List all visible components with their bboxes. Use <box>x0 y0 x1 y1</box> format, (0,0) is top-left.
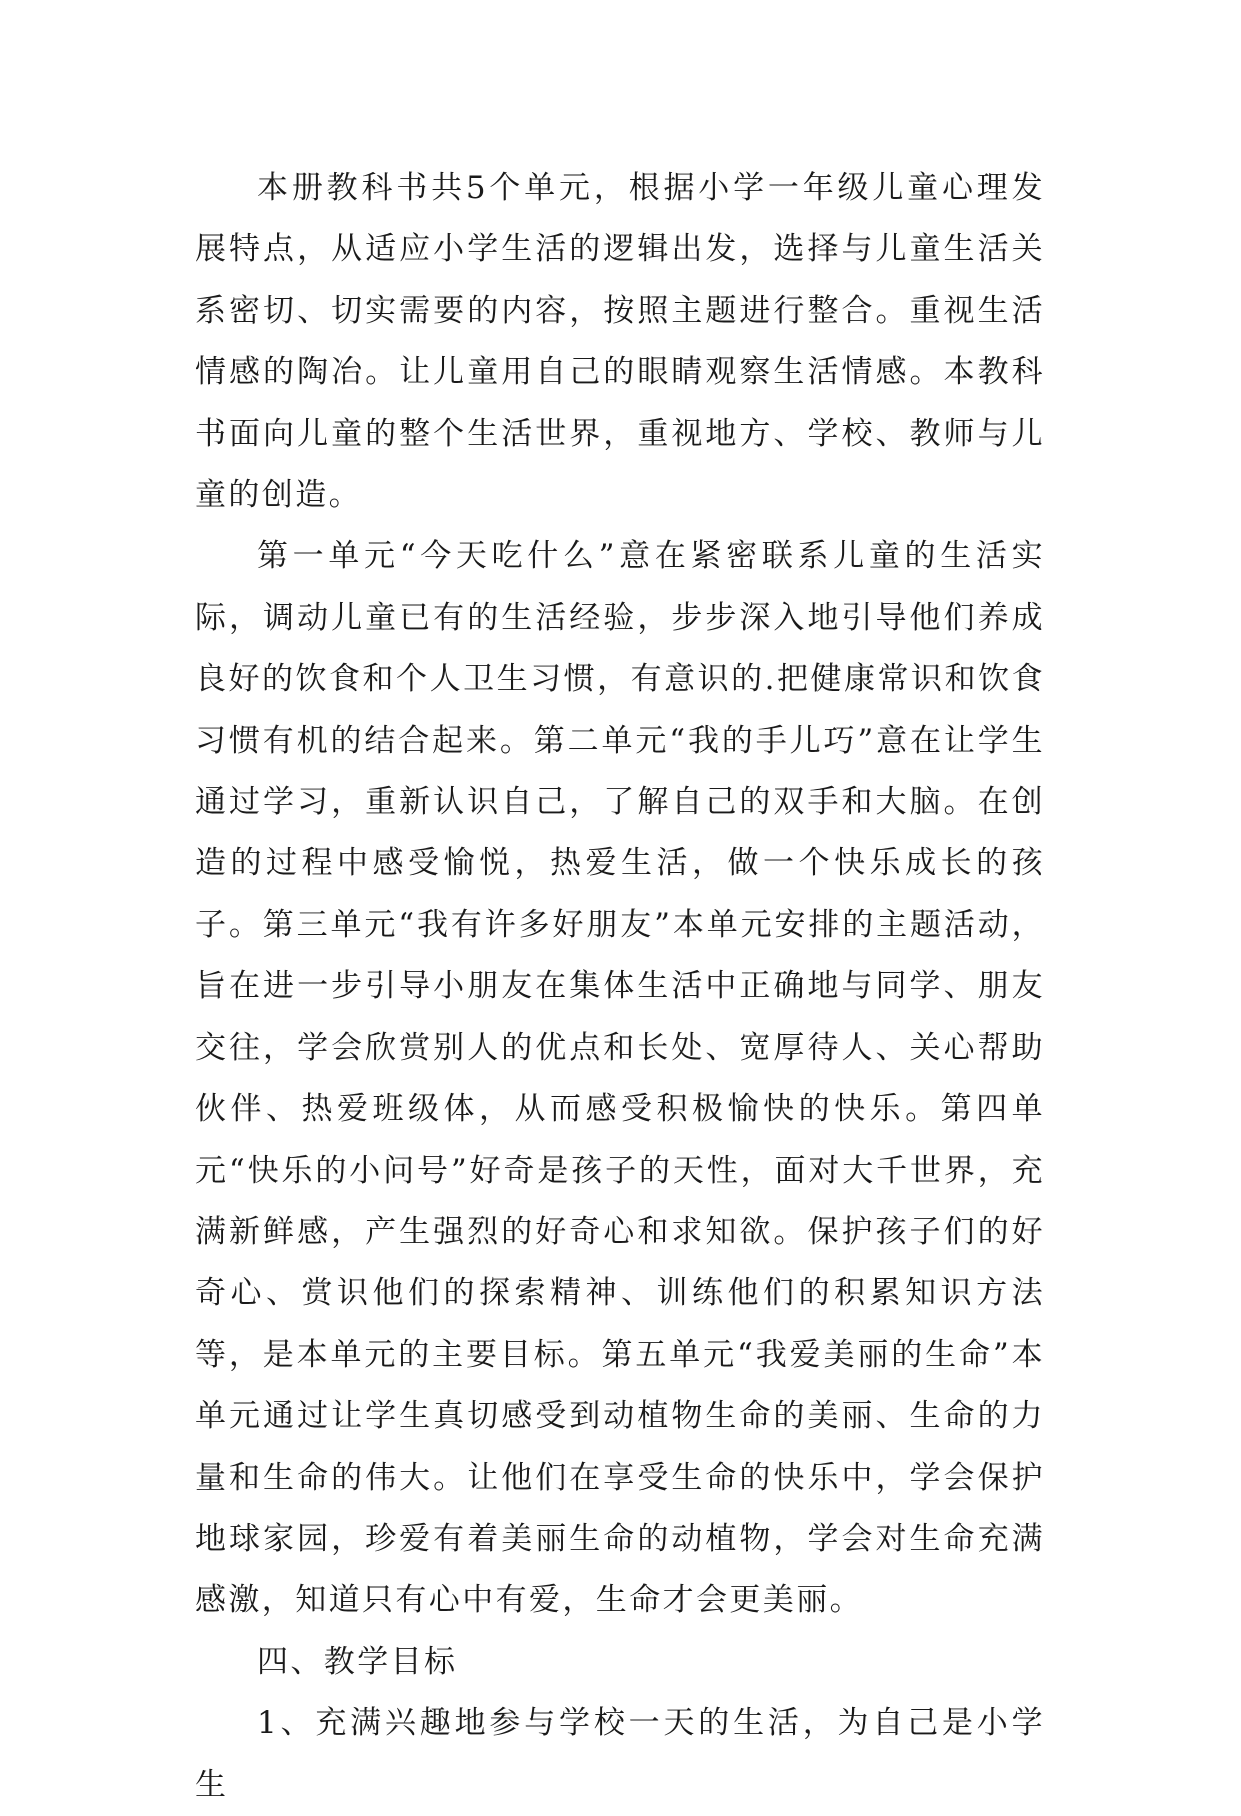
document-body <box>195 158 1045 1816</box>
section-heading-teaching-goals: 四、教学目标 <box>257 1643 458 1680</box>
paragraph-unit-descriptions: 第一单元“今天吃什么”意在紧密联系儿童的生活实际，调动儿童已有的生活经验，步步深入地引导他们养成良好的饮食和个人卫生习惯，有意识的.把健康常识和饮食习惯有机的结合起来。第二单元“我的手儿巧”意在让学生通过学习，重新认识自己，了解自己的双手和大脑。在创造的过程中感受愉悦，热爱生活，做一个快乐成长的孩子。第三单元“我有许多好朋友”本单元安排的主题活动，旨在进一步引导小朋友在集体生活中正确地与同学、朋友交往，学会欣赏别人的优点和长处、宽厚待人、关心帮助伙伴、热爱班级体，从而感受积极愉快的快乐。第四单元“快乐的小问号”好奇是孩子的天性，面对大千世界，充满新鲜感，产生强烈的好奇心和求知欲。保护孩子们的好奇心、赏识他们的探索精神、训练他们的积累知识方法等，是本单元的主要目标。第五单元“我爱美丽的生命”本单元通过让学生真切感受到动植物生命的美丽、生命的力量和生命的伟大。让他们在享受生命的快乐中，学会保护地球家园，珍爱有着美丽生命的动植物，学会对生命充满感激，知道只有心中有爱，生命才会更美丽。 <box>195 538 1045 1619</box>
list-item-goal-1: 1、充满兴趣地参与学校一天的生活，为自己是小学生 <box>195 1705 1045 1803</box>
paragraph-textbook-overview: 本册教科书共5个单元，根据小学一年级儿童心理发展特点，从适应小学生活的逻辑出发，选择与儿童生活关系密切、切实需要的内容，按照主题进行整合。重视生活情感的陶冶。让儿童用自己的眼睛观察生活情感。本教科书面向儿童的整个生活世界，重视地方、学校、教师与儿童的创造。 <box>195 170 1045 514</box>
